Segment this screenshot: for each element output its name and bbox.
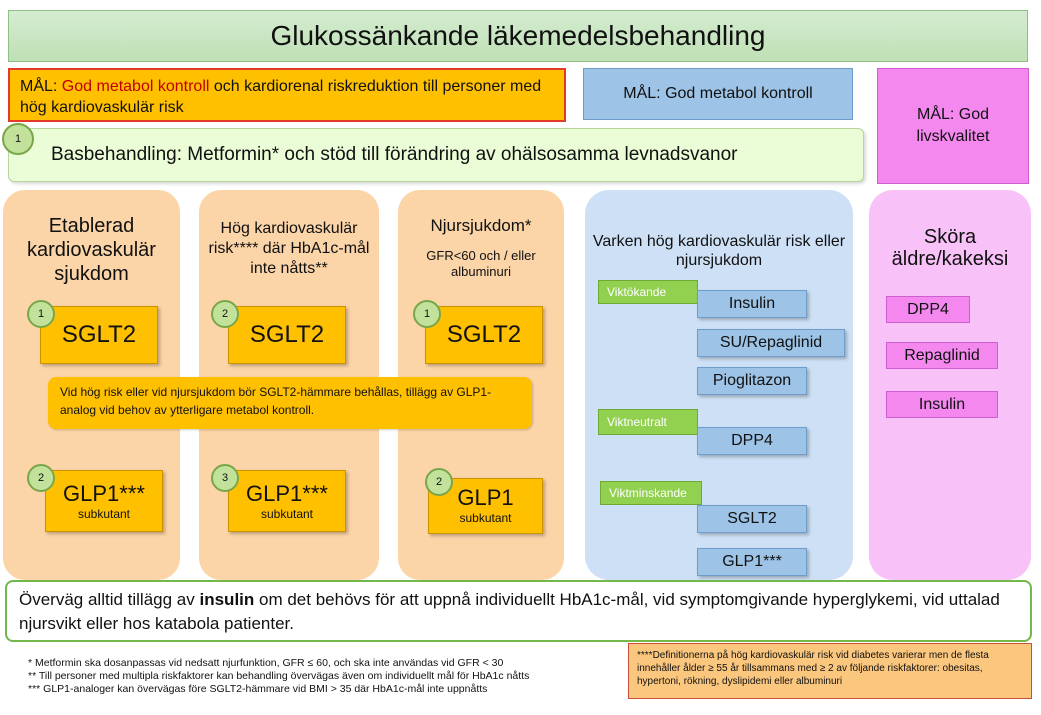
insulin-note: Överväg alltid tillägg av insulin om det behövs för att uppnå individuellt HbA1c-mål, vid symptomgivande hyperglykemi, vid uttalad njursvikt eller hos katabola patienter. <box>5 580 1032 642</box>
drug-dpp4: DPP4 <box>697 427 807 455</box>
column-heading: Etablerad kardiovaskulär sjukdom <box>27 215 156 285</box>
goal-cardiorenal: MÅL: God metabol kontroll och kardiorenal riskreduktion till personer med hög kardiovaskulär risk <box>8 68 566 122</box>
step-badge: 1 <box>2 123 34 155</box>
drug-glp1: GLP1*** subkutant <box>45 470 163 532</box>
step-badge: 2 <box>211 300 239 328</box>
column-heading: Hög kardiovaskulär risk**** där HbA1c-mål inte nåtts** <box>208 220 370 277</box>
goal-quality-of-life: MÅL: God livskvalitet <box>877 68 1029 184</box>
footnote: * Metformin ska dosanpassas vid nedsatt njurfunktion, GFR ≤ 60, och ska inte användas vid GFR < 30 <box>28 657 504 669</box>
tag-weight-neutral: Viktneutralt <box>598 409 698 435</box>
drug-insulin: Insulin <box>886 391 998 418</box>
drug-glp1: GLP1 subkutant <box>428 478 543 534</box>
step-badge: 1 <box>413 300 441 328</box>
column-subheading: GFR<60 och / eller albuminuri <box>426 248 536 279</box>
drug-sglt2: SGLT2 <box>697 505 807 533</box>
step-badge: 2 <box>27 464 55 492</box>
risk-definition: ****Definitionerna på hög kardiovaskulär risk vid diabetes varierar men de flesta innehåller ålder ≥ 55 år tillsammans med ≥ 2 av följande riskfaktorer: obesitas, hypertoni, rökning, dyslipidemi eller albuminuri <box>628 643 1032 699</box>
drug-insulin: Insulin <box>697 290 807 318</box>
drug-sglt2: SGLT2 <box>425 306 543 364</box>
drug-repaglinid: Repaglinid <box>886 342 998 369</box>
step-badge: 2 <box>425 468 453 496</box>
column-frail-elderly <box>869 190 1031 580</box>
sglt2-glp1-note: Vid hög risk eller vid njursjukdom bör SGLT2-hämmare behållas, tillägg av GLP1-analog vid behov av ytterligare metabol kontroll. <box>48 377 532 429</box>
drug-sglt2: SGLT2 <box>228 306 346 364</box>
tag-weight-loss: Viktminskande <box>600 481 702 505</box>
footnotes <box>28 657 529 696</box>
drug-sglt2: SGLT2 <box>40 306 158 364</box>
base-treatment: Basbehandling: Metformin* och stöd till förändring av ohälsosamma levnadsvanor <box>8 128 864 182</box>
tag-weight-gain: Viktökande <box>598 280 698 304</box>
goal-metabolic: MÅL: God metabol kontroll <box>583 68 853 120</box>
column-heading: Njursjukdom* <box>430 216 532 235</box>
footnote: ** Till personer med multipla riskfaktorer kan behandling övervägas även om individuellt mål för HbA1c nåtts <box>28 670 530 682</box>
drug-pioglitazon: Pioglitazon <box>697 367 807 395</box>
page-title: Glukossänkande läkemedelsbehandling <box>8 10 1028 62</box>
step-badge: 1 <box>27 300 55 328</box>
drug-dpp4: DPP4 <box>886 296 970 323</box>
drug-glp1: GLP1*** <box>697 548 807 576</box>
step-badge: 3 <box>211 464 239 492</box>
drug-su-repaglinid: SU/Repaglinid <box>697 329 845 357</box>
drug-glp1: GLP1*** subkutant <box>228 470 346 532</box>
column-heading: Sköra äldre/kakeksi <box>891 226 1009 270</box>
footnote: *** GLP1-analoger kan övervägas före SGLT2-hämmare vid BMI > 35 där HbA1c-mål inte uppnåtts <box>28 683 488 695</box>
column-heading: Varken hög kardiovaskulär risk eller njursjukdom <box>592 233 846 269</box>
